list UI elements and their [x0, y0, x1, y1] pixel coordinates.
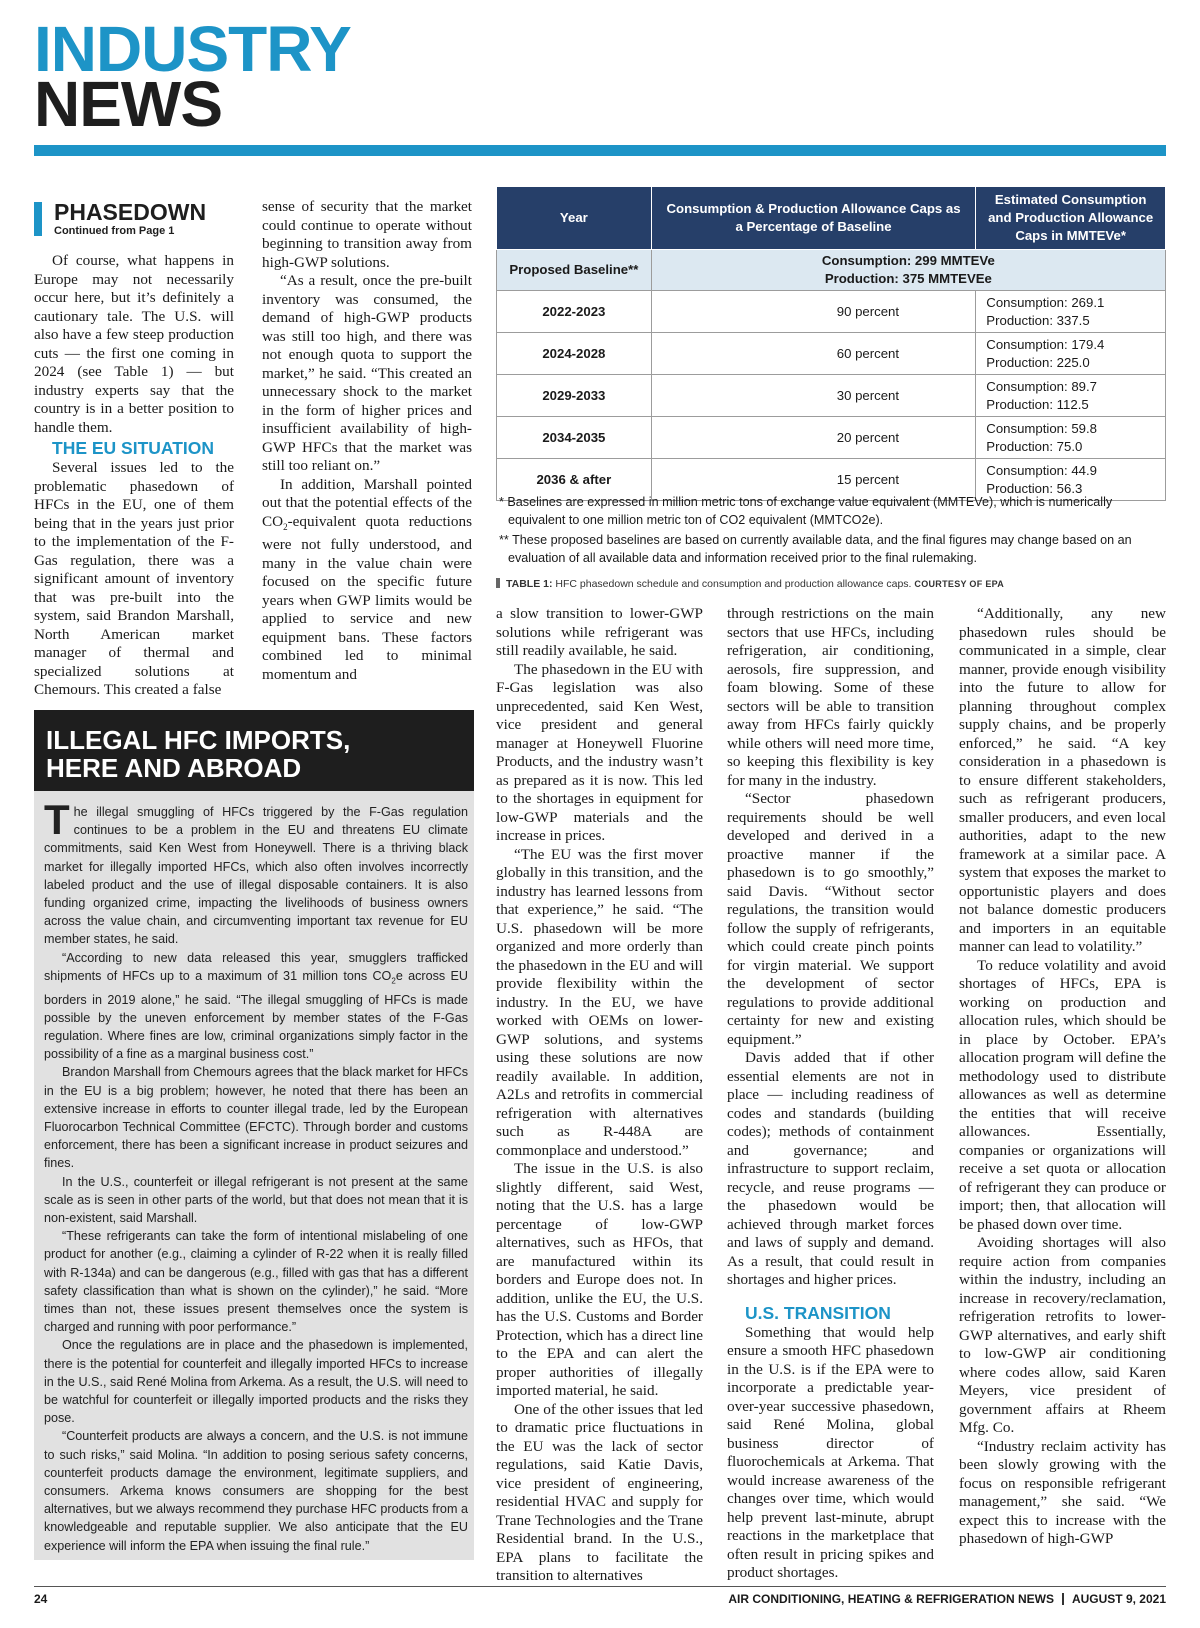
- section-accent-bar: [34, 202, 42, 236]
- paragraph: “As a result, once the pre-built inventory was consumed, the demand of high-GWP products was still too high, and there was not enough quota to support the market,” he said. “This created an unnecessary shock to the market in the form of higher prices and insufficient availability of high-GWP HFCs that the market was still too reliant on.”: [262, 272, 472, 474]
- table-cell: Proposed Baseline**: [497, 250, 652, 291]
- table-cell: Consumption: 59.8 Production: 75.0: [976, 417, 1166, 459]
- paragraph: The illegal smuggling of HFCs triggered by the F-Gas regulation continues to be a problem in the EU and threatens EU climate commitments, said Ken West from Honeywell. There is a thriving black market for illegally imported HFCs, which also often involves incorrectly labeled product and the use of illegal disposable containers. It is also funding organized crime, impacting the livelihoods of business owners across the value chain, and circumventing important tax revenue for EU member states, he said.: [44, 796, 468, 947]
- caption-marker: [496, 578, 500, 588]
- paragraph: In addition, Marshall pointed out that the potential effects of the $CO_2$-equivalent quota reductions were not fully understood, and many in the value chain were focused on the specific future years when GWP limits would be applied to service and new equipment bans. These factors combined led to minimal momentum and: [262, 475, 472, 683]
- table-cell: Consumption: 179.4 Production: 225.0: [976, 333, 1166, 375]
- sidebar-text: [44, 796, 469, 1555]
- paragraph: The phasedown in the EU with F-Gas legislation was also unprecedented, said Ken West, vice president and general manager at Honeywell Fluorine Products, and the industry wasn’t as prepared as it is now. This led to the shortages in equipment for low-GWP materials and the increase in prices.: [496, 660, 703, 844]
- table-row: [497, 333, 1166, 375]
- table-row: [497, 291, 1166, 333]
- paragraph: In the U.S., counterfeit or illegal refrigerant is not present at the same scale as is seen in other parts of the world, but that does not mean that it is non-existent, said Marshall.: [44, 1174, 468, 1225]
- subheading-us-transition: U.S. TRANSITION: [745, 1302, 891, 1323]
- footer-publication: AIR CONDITIONING, HEATING & REFRIGERATION NEWS AUGUST 9, 2021: [728, 1592, 1166, 1606]
- page-number: 24: [34, 1592, 48, 1606]
- table-header: Estimated Consumption and Production Allowance Caps in MMTEVe*: [976, 187, 1166, 250]
- sidebar-body: [34, 791, 474, 1560]
- paragraph: Avoiding shortages will also require action from companies within the industry, including an increase in recovery/reclamation, refrigeration retrofits to lower-GWP alternatives, and early shift to low-GWP air conditioning where codes allow, said Karen Meyers, vice president of government affairs at Rheem Mfg. Co.: [959, 1234, 1166, 1436]
- table-cell: 20 percent: [651, 417, 976, 459]
- footer-rule: [34, 1586, 1166, 1587]
- paragraph: The issue in the U.S. is also slightly different, said West, noting that the U.S. has a large percentage of low-GWP alternatives, such as HFOs, that are manufactured within its borders and Europe does not. In addition, unlike the EU, the U.S. has the U.S. Customs and Border Protection, which has a direct line to the EPA and can alert the proper authorities of illegally imported material, he said.: [496, 1160, 703, 1399]
- table-cell: 2029-2033: [497, 375, 652, 417]
- article-column-3: [496, 605, 703, 1586]
- table-cell: 2022-2023: [497, 291, 652, 333]
- table-cell: 60 percent: [651, 333, 976, 375]
- table-note: ** These proposed baselines are based on currently available data, and the final figures may change based on an evaluation of all available data and information received prior to the final rulemaking.: [499, 533, 1132, 565]
- paragraph: “Industry reclaim activity has been slowly growing with the focus on responsible refrigerant management,” she said. “We expect this to increase with the phasedown of high-GWP: [959, 1437, 1166, 1547]
- subheading-eu-situation: THE EU SITUATION: [52, 438, 215, 458]
- masthead-rule: [34, 145, 1166, 156]
- masthead-line2: NEWS: [34, 68, 222, 141]
- sidebar-header: [34, 710, 474, 791]
- table-row: [497, 375, 1166, 417]
- paragraph: Of course, what happens in Europe may not necessarily occur here, but it’s definitely a cautionary tale. The U.S. will also have a few steep production cuts — the first one coming in 2024 (see Table 1) — but industry experts say that the country is in a better position to handle them.: [34, 252, 234, 436]
- table-cell: 2024-2028: [497, 333, 652, 375]
- paragraph: “Counterfeit products are always a concern, and the U.S. is not immune to such risks,” said Molina. “In addition to posing serious safety concerns, counterfeit products damage the environment, legitimate suppliers, and consumers. Arkema knows consumers are shopping for the best alternatives, but we always recommend they purchase HFC products from a knowledgeable and reputable supplier. We also anticipate that the EU experience will inform the EPA when issuing the final rule.”: [44, 1429, 468, 1553]
- table-cell: 2034-2035: [497, 417, 652, 459]
- section-title: PHASEDOWN: [54, 199, 207, 225]
- table-note: * Baselines are expressed in million metric tons of exchange value equivalent (MMTEVe), which is numerically equivalent to one million metric ton of CO2 equivalent (MMTCO2e).: [499, 495, 1113, 527]
- paragraph: Brandon Marshall from Chemours agrees that the black market for HFCs in the EU is a big problem; however, he noted that there has been an extensive increase in efforts to counter illegal trade, led by the European Fluorocarbon Technical Committee (EFCTC). Through border and customs enforcement, there has been a significant increase in product seizures and fines.: [44, 1065, 468, 1171]
- table-notes: [498, 493, 1166, 569]
- paragraph: through restrictions on the main sectors that use HFCs, including refrigeration, air conditioning, aerosols, fire suppression, and foam blowing. Some of these sectors will be able to transition away from HFCs fairly quickly while others will need more time, so keeping this flexibility is key for many in the industry.: [727, 605, 934, 789]
- paragraph: “These refrigerants can take the form of intentional mislabeling of one product for another (e.g., claiming a cylinder of R-22 when it is really filled with R-134a) and can be dangerous (e.g., filled with gas that has a different safety classification than what is shown on the cylinder),” he said. “More times than not, these issues present themselves once the system is charged and running with poor performance.”: [44, 1229, 468, 1335]
- masthead-line1: INDUSTRY: [34, 13, 351, 85]
- footer-separator: [1062, 1593, 1064, 1605]
- table-cell: Consumption: 44.9 Production: 56.3: [976, 459, 1166, 501]
- continued-note: Continued from Page 1: [54, 225, 175, 237]
- table-cell: 15 percent: [651, 459, 976, 501]
- paragraph: One of the other issues that led to dramatic price fluctuations in the EU was the lack of sector regulations, said Katie Davis, vice president of engineering, residential HVAC and supply for Trane Technologies and the Trane Residential brand. In the U.S., EPA plans to facilitate the transition to alternatives: [496, 1400, 703, 1584]
- paragraph: “Additionally, any new phasedown rules should be communicated in a simple, clear manner, provide enough visibility into the future to allow for planning throughout complex supply chains, and be properly enforced,” he said. “A key consideration in a phasedown is to ensure different stakeholders, such as refrigerant producers, smaller producers, and even local authorities, adapt to the new framework at a similar pace. A system that exposes the market to opportunistic players and does not balance domestic producers and importers in an equitable manner can lead to volatility.”: [959, 605, 1166, 955]
- article-column-4: [727, 605, 934, 1583]
- paragraph: “According to new data released this year, smugglers trafficked shipments of HFCs up to a maximum of 31 million tons $CO_2e$ across EU borders in 2019 alone,” he said. “The illegal smuggling of HFCs is made possible by the uneven enforcement by member states of the F-Gas regulation. Where fines are low, criminal organizations simply factor in the possibility of a fine as a marginal business cost.”: [44, 950, 469, 1062]
- paragraph: Several issues led to the problematic phasedown of HFCs in the EU, one of them being that in the years just prior to the implementation of the F-Gas regulation, there was a significant amount of inventory that was pre-built into the system, said Brandon Marshall, North American market manager of thermal and specialized solutions at Chemours. This created a false: [34, 459, 234, 698]
- table-cell: Consumption: 299 MMTEVe Production: 375 MMTEVEe: [651, 250, 1165, 291]
- table-row-baseline: [497, 250, 1166, 291]
- table-cell: Consumption: 269.1 Production: 337.5: [976, 291, 1166, 333]
- table-cell: 90 percent: [651, 291, 976, 333]
- paragraph: sense of security that the market could continue to operate without beginning to transition away from high-GWP solutions.: [262, 198, 472, 271]
- paragraph: “The EU was the first mover globally in this transition, and the industry has learned lessons from that experience,” he said. “The U.S. phasedown will be more organized and more orderly than the phasedown in the EU and will provide flexibility within the industry. In the EU, we have worked with OEMs on lower-GWP solutions, and systems using these solutions are now readily available. In addition, A2Ls and retrofits in commercial refrigeration with alternatives such as R-448A are commonplace and understood.”: [496, 845, 703, 1159]
- phasedown-table: [496, 186, 1166, 501]
- paragraph: a slow transition to lower-GWP solutions while refrigerant was still readily available, he said.: [496, 605, 703, 659]
- drop-cap: T: [44, 796, 70, 843]
- paragraph: “Sector phasedown requirements should be well developed and derived in a proactive manner if the phasedown is to go smoothly,” said Davis. “Without sector regulations, the transition would follow the supply of refrigerants, which could create pinch points for virgin material. We support the development of sector regulations to provide additional certainty for new and existing equipment.”: [727, 790, 934, 1048]
- table-header: Consumption & Production Allowance Caps as a Percentage of Baseline: [651, 187, 976, 250]
- table-cell: 30 percent: [651, 375, 976, 417]
- paragraph: Davis added that if other essential elements are not in place — including readiness of codes and standards (building codes); methods of containment and governance; and infrastructure to support reclaim, recycle, and reuse programs — the phasedown would be achieved through market forces and laws of supply and demand. As a result, that could result in shortages and higher prices.: [727, 1049, 934, 1288]
- article-column-1: [34, 252, 234, 700]
- sidebar-title: ILLEGAL HFC IMPORTS, HERE AND ABROAD: [46, 725, 351, 783]
- table-row: [497, 417, 1166, 459]
- photo-credit: COURTESY OF EPA: [914, 579, 1005, 589]
- table-cell: Consumption: 89.7 Production: 112.5: [976, 375, 1166, 417]
- table-cell: 2036 & after: [497, 459, 652, 501]
- table-caption: TABLE 1: HFC phasedown schedule and consumption and production allowance caps. COURTESY OF EPA: [496, 578, 1004, 590]
- paragraph: Once the regulations are in place and the phasedown is implemented, there is the potential for counterfeit and illegally imported HFCs to increase in the U.S., said René Molina from Arkema. As a result, the U.S. will need to be watchful for counterfeit or illegally imported products and the risks they pose.: [44, 1338, 468, 1426]
- paragraph: To reduce volatility and avoid shortages of HFCs, EPA is working on production and allocation rules, which should be in place by October. EPA’s allocation program will define the methodology used to distribute allowances as well as determine the entities that will receive allowances. Essentially, companies or organizations will receive a set quota or allocation of refrigerant they can produce or import; then, that allocation will be phased down over time.: [959, 956, 1166, 1233]
- article-column-5: [959, 605, 1166, 1549]
- masthead: [34, 13, 351, 141]
- paragraph: Something that would help ensure a smooth HFC phasedown in the U.S. is if the EPA were to incorporate a predictable year-over-year successive phasedown, said René Molina, global business director of fluorochemicals at Arkema. That would increase awareness of the changes over time, which would help prevent last-minute, abrupt reactions in the marketplace that often result in pricing spikes and product shortages.: [727, 1323, 934, 1581]
- article-column-2: [262, 198, 472, 684]
- table-header: Year: [497, 187, 652, 250]
- section-header: [34, 200, 246, 236]
